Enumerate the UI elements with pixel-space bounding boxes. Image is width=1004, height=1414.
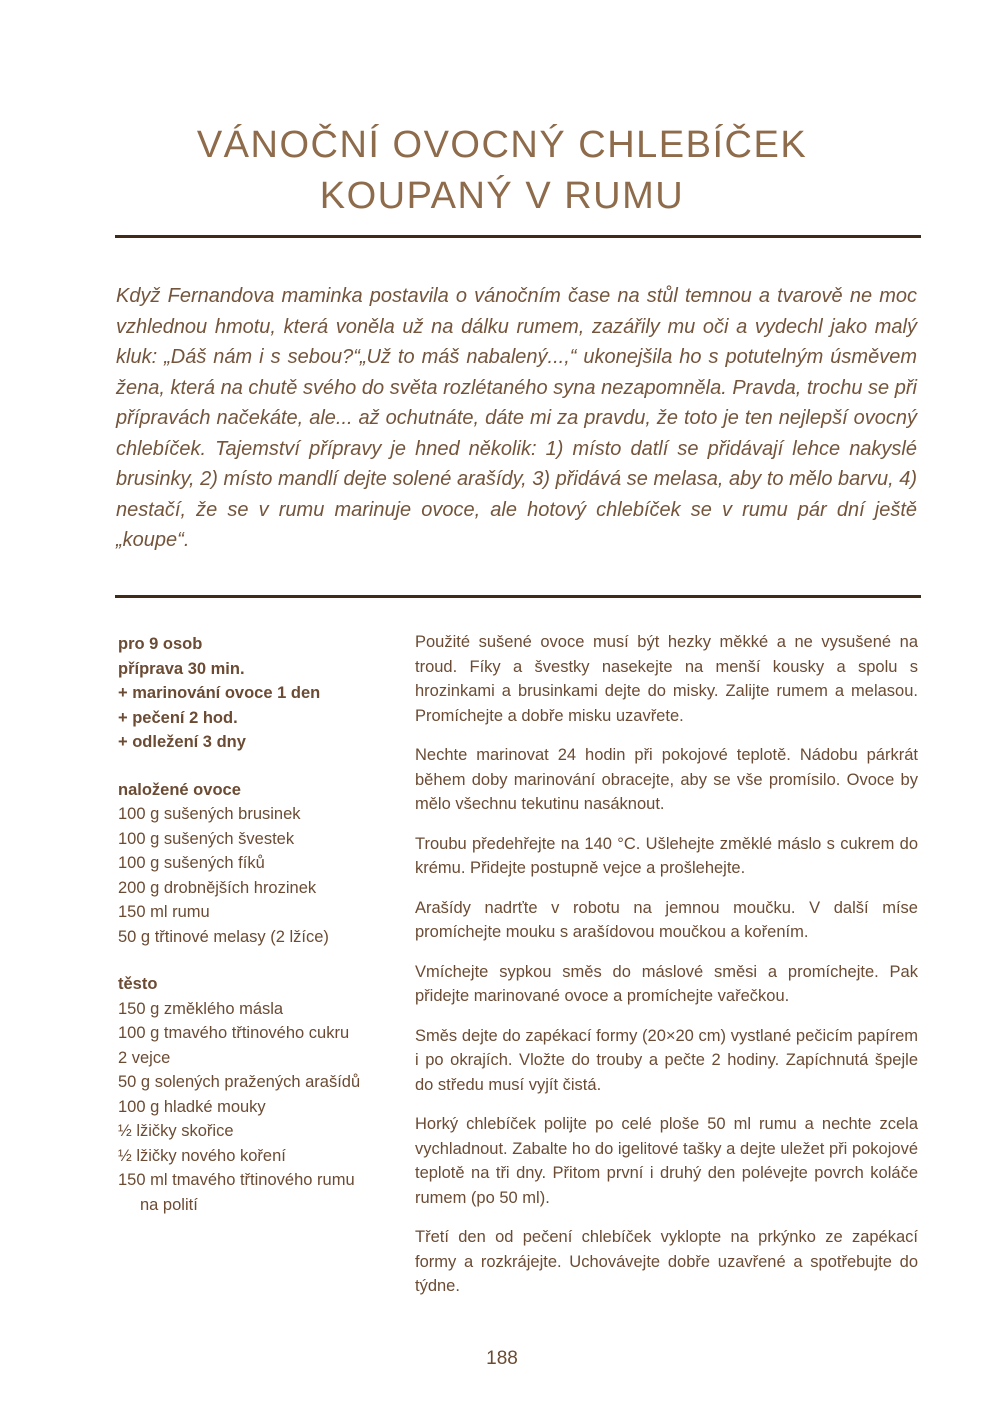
bake-time-line: + pečení 2 hod. (118, 708, 238, 727)
ingredients-column (118, 632, 366, 1217)
servings-line: pro 9 osob (118, 635, 203, 653)
recipe-title (0, 120, 1004, 222)
instruction-paragraph: Použité sušené ovoce musí být hezky měkké a ne vysušené na troud. Fíky a švestky nasekejte na menší kousky a spolu s hrozinkami a brusinkami dejte do misky. Zalijte rumem a melasou. Promíchejte a dobře misku uzavřete. (415, 633, 918, 725)
divider-top (115, 235, 921, 238)
ingredient-item: 50 g třtinové melasy (2 lžíce) (118, 927, 329, 946)
instruction-paragraph: Třetí den od pečení chlebíček vyklopte na prkýnko ze zapékací formy a rozkrájejte. Uchovávejte dobře uzavřené a spotřebujte do týdne. (415, 1228, 918, 1295)
ingredient-item: ½ lžičky skořice (118, 1122, 234, 1140)
ingredient-item: 100 g hladké mouky (118, 1097, 266, 1116)
ingredient-item: 100 g tmavého třtinového cukru (118, 1024, 350, 1042)
ingredient-item: 100 g sušených švestek (118, 829, 295, 848)
intro-paragraph: Když Fernandova maminka postavila o vánočním čase na stůl temnou a tvarově ne moc vzhlednou hmotu, která voněla už na dálku rumem, zazářily mu oči a vydechl jako malý kluk: „Dáš nám i s sebou?“„Už to máš nabalený...,“ ukonejšila ho s potutelným úsměvem žena, která na chutě svého do světa rozlétaného syna nezapomněla. Pravda, trochu se při přípravách načekáte, ale... až ochutnáte, dáte mi za pravdu, že toto je ten nejlepší ovocný chlebíček. Tajemství přípravy je hned několik: 1) místo datlí se přidávají lehce nakyslé brusinky, 2) místo mandlí dejte solené arašídy, 3) přidává se melasa, aby to mělo barvu, 4) nestačí, že se v rumu marinuje ovoce, ale hotový chlebíček se v rumu pár dní ještě „koupe“. (116, 285, 917, 551)
instruction-paragraph: Směs dejte do zapékací formy (20×20 cm) vystlané pečicím papírem i po okrajích. Vložte do trouby a pečte 2 hodiny. Zapíchnutá špejle do středu musí vyjít čistá. (415, 1026, 918, 1094)
instruction-paragraph: Vmíchejte sypkou směs do máslové směsi a promíchejte. Pak přidejte marinované ovoce a promíchejte vařečkou. (415, 962, 918, 1005)
rest-time-line: + odležení 3 dny (118, 733, 246, 751)
ingredient-item: ½ lžičky nového koření (118, 1146, 286, 1165)
instruction-paragraph: Arašídy nadrťte v robotu na jemnou moučku. V další míse promíchejte mouku s arašídovou moučkou a kořením. (415, 898, 918, 941)
ingredient-item: 50 g solených pražených arašídů (118, 1073, 361, 1091)
ingredient-item: 150 ml rumu (118, 903, 210, 921)
page-number: 188 (486, 1348, 518, 1369)
ingredients-section-heading-fruit: naložené ovoce (118, 780, 241, 799)
divider-middle (115, 595, 921, 598)
instructions-column (415, 630, 918, 1314)
ingredients-section-heading-dough: těsto (118, 975, 158, 993)
ingredient-item: 100 g sušených fíků (118, 854, 265, 872)
marinate-time-line: + marinování ovoce 1 den (118, 684, 321, 702)
ingredient-item: 150 g změklého másla (118, 999, 284, 1018)
recipe-meta (118, 632, 366, 755)
title-line-1: VÁNOČNÍ OVOCNÝ CHLEBÍČEK (196, 124, 808, 166)
title-line-2: KOUPANÝ V RUMU (319, 175, 685, 217)
ingredient-item: 2 vejce (118, 1048, 171, 1067)
ingredient-item: 200 g drobnějších hrozinek (118, 878, 317, 897)
prep-time-line: příprava 30 min. (118, 659, 245, 678)
instruction-paragraph: Nechte marinovat 24 hodin při pokojové teplotě. Nádobu párkrát během doby marinování obracejte, aby se vše promísilo. Ovoce by mělo všechnu tekutinu nasáknout. (415, 746, 918, 813)
ingredient-item: 150 ml tmavého třtinového rumu na polití (118, 1171, 355, 1214)
instruction-paragraph: Horký chlebíček polijte po celé ploše 50 ml rumu a nechte zcela vychladnout. Zabalte ho do igelitové tašky a dejte uležet při pokojové teplotě na tři dny. Přitom první i druhý den polévejte povrch koláče rumem (po 50 ml). (415, 1115, 918, 1207)
ingredient-item: 100 g sušených brusinek (118, 805, 301, 823)
instruction-paragraph: Troubu předehřejte na 140 °C. Ušlehejte změklé máslo s cukrem do krému. Přidejte postupně vejce a prošlehejte. (415, 834, 918, 877)
